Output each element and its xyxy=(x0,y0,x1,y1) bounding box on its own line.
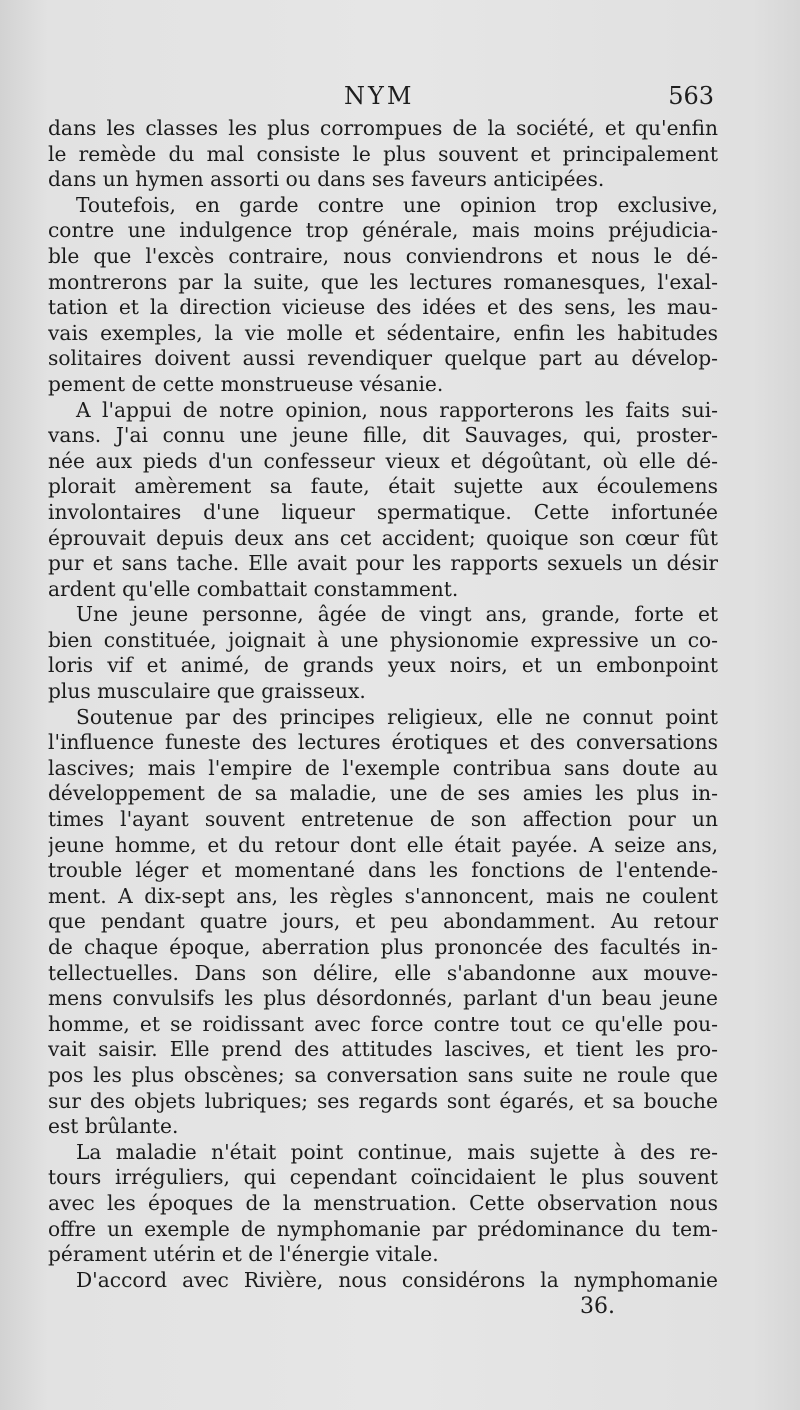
text-line: née aux pieds d'un confesseur vieux et dégoûtant, où elle dé- xyxy=(48,448,718,473)
text-line: loris vif et animé, de grands yeux noirs, et un embonpoint xyxy=(48,653,718,678)
text-line: tellectuelles. Dans son délire, elle s'abandonne aux mouve- xyxy=(48,960,718,985)
text-line: éprouvait depuis deux ans cet accident; quoique son cœur fût xyxy=(48,525,718,550)
text-line: développement de sa maladie, une de ses amies les plus in- xyxy=(48,781,718,806)
page-number: 563 xyxy=(668,82,714,110)
text-line: Une jeune personne, âgée de vingt ans, grande, forte et xyxy=(76,602,718,627)
text-line: ardent qu'elle combattait constamment. xyxy=(48,576,459,601)
text-line: le remède du mal consiste le plus souvent et principalement xyxy=(48,141,718,166)
text-line: montrerons par la suite, que les lectures romanesques, l'exal- xyxy=(48,269,718,294)
signature-mark: 36. xyxy=(580,1294,615,1319)
text-line: est brûlante. xyxy=(48,1114,179,1139)
text-line: homme, et se roidissant avec force contre tout ce qu'elle pou- xyxy=(48,1011,718,1036)
text-line: vais exemples, la vie molle et sédentaire, enfin les habitudes xyxy=(48,320,718,345)
text-line: bien constituée, joignait à une physionomie expressive un co- xyxy=(48,627,718,652)
text-line: tation et la direction vicieuse des idées et des sens, les mau- xyxy=(48,295,718,320)
text-line: sur des objets lubriques; ses regards sont égarés, et sa bouche xyxy=(48,1088,718,1113)
text-line: plus musculaire que graisseux. xyxy=(48,679,366,704)
text-line: pos les plus obscènes; sa conversation sans suite ne roule que xyxy=(48,1062,718,1087)
text-line: dans les classes les plus corrompues de la société, et qu'enfin xyxy=(48,116,718,140)
text-line: l'influence funeste des lectures érotiques et des conversations xyxy=(48,730,718,755)
text-line: ment. A dix-sept ans, les règles s'annoncent, mais ne coulent xyxy=(48,883,718,908)
running-head: NYM xyxy=(344,82,415,110)
text-line: vait saisir. Elle prend des attitudes lascives, et tient les pro- xyxy=(48,1037,718,1062)
text-line: de chaque époque, aberration plus prononcée des facultés in- xyxy=(48,935,718,959)
text-line: que pendant quatre jours, et peu abondamment. Au retour xyxy=(48,909,718,934)
text-line: plorait amèrement sa faute, était sujette aux écoulemens xyxy=(48,474,718,499)
text-line: vans. J'ai connu une jeune fille, dit Sauvages, qui, proster- xyxy=(48,423,718,448)
text-line: mens convulsifs les plus désordonnés, parlant d'un beau jeune xyxy=(48,986,718,1011)
text-line: avec les époques de la menstruation. Cette observation nous xyxy=(48,1190,718,1215)
text-line: times l'ayant souvent entretenue de son affection pour un xyxy=(48,807,718,832)
text-line: lascives; mais l'empire de l'exemple contribua sans doute au xyxy=(48,755,718,780)
text-line: A l'appui de notre opinion, nous rapporterons les faits sui- xyxy=(76,397,718,422)
text-line: pur et sans tache. Elle avait pour les rapports sexuels un désir xyxy=(48,551,718,576)
text-line: contre une indulgence trop générale, mais moins préjudicia- xyxy=(48,218,718,243)
text-line: D'accord avec Rivière, nous considérons la nymphomanie xyxy=(76,1267,718,1292)
text-line: La maladie n'était point continue, mais sujette à des re- xyxy=(76,1139,718,1164)
text-line: jeune homme, et du retour dont elle était payée. A seize ans, xyxy=(48,832,718,857)
body-text xyxy=(48,116,718,1293)
text-line: Soutenue par des principes religieux, elle ne connut point xyxy=(76,704,718,729)
text-line: Toutefois, en garde contre une opinion trop exclusive, xyxy=(76,192,718,217)
text-line: pement de cette monstrueuse vésanie. xyxy=(48,371,444,396)
text-line: solitaires doivent aussi revendiquer quelque part au dévelop- xyxy=(48,346,718,371)
text-line: pérament utérin et de l'énergie vitale. xyxy=(48,1242,439,1267)
page-header xyxy=(0,80,800,114)
text-line: involontaires d'une liqueur spermatique. Cette infortunée xyxy=(48,499,718,524)
text-line: trouble léger et momentané dans les fonctions de l'entende- xyxy=(48,858,718,883)
text-line: ble que l'excès contraire, nous conviendrons et nous le dé- xyxy=(48,243,718,268)
text-line: offre un exemple de nymphomanie par prédominance du tem- xyxy=(48,1216,718,1241)
text-line: tours irréguliers, qui cependant coïncidaient le plus souvent xyxy=(48,1165,718,1190)
text-line: dans un hymen assorti ou dans ses faveurs anticipées. xyxy=(48,167,605,192)
